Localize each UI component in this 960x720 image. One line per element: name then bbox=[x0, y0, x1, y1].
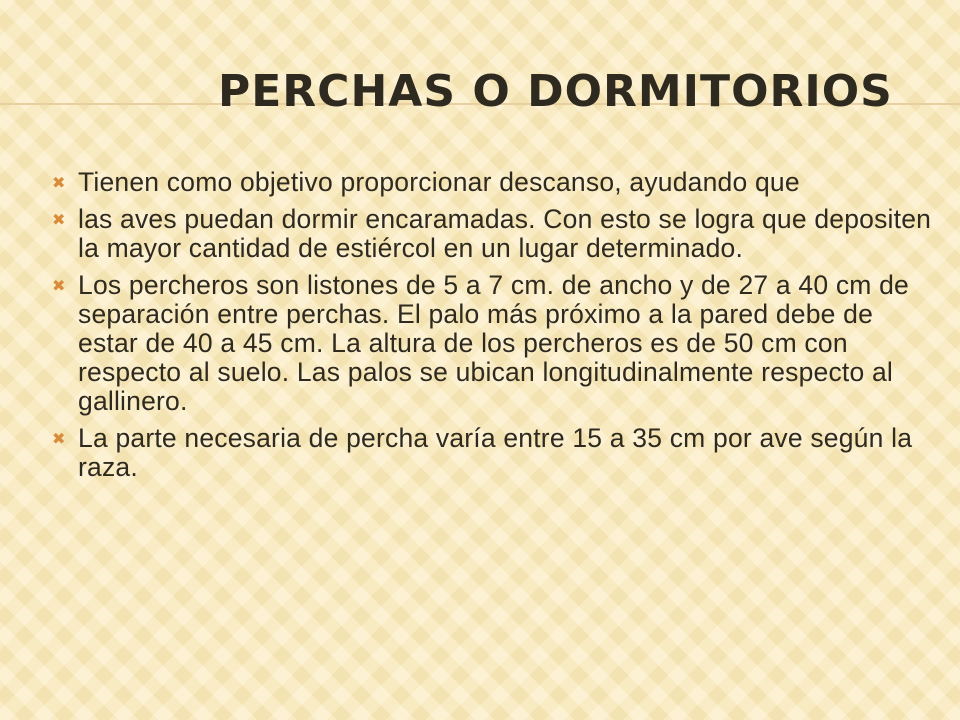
bullet-text-1: Tienen como objetivo proporcionar descanso, ayudando que bbox=[78, 167, 800, 197]
bullet-list bbox=[52, 168, 937, 490]
bullet-item-1 bbox=[52, 168, 937, 197]
bullet-text-3: Los percheros son listones de 5 a 7 cm. de ancho y de 27 a 40 cm de separación entre perchas. El palo más próximo a la pared debe de estar de 40 a 45 cm. La altura de los percheros es de 50 cm con respecto al suelo. Las palos se ubican longitudinalmente respecto al gallinero. bbox=[78, 270, 909, 416]
cross-bullet-icon: ✖ bbox=[52, 429, 66, 448]
slide-title: PERCHAS O DORMITORIOS bbox=[218, 66, 893, 117]
cross-bullet-icon: ✖ bbox=[52, 210, 66, 229]
bullet-item-2 bbox=[52, 205, 937, 263]
bullet-item-3 bbox=[52, 271, 937, 416]
cross-bullet-icon: ✖ bbox=[52, 173, 66, 192]
bullet-text-2: las aves puedan dormir encaramadas. Con esto se logra que depositen la mayor cantidad de estiércol en un lugar determinado. bbox=[78, 204, 932, 263]
bullet-text-4: La parte necesaria de percha varía entre 15 a 35 cm por ave según la raza. bbox=[78, 423, 913, 482]
bullet-item-4 bbox=[52, 424, 937, 482]
cross-bullet-icon: ✖ bbox=[52, 276, 66, 295]
